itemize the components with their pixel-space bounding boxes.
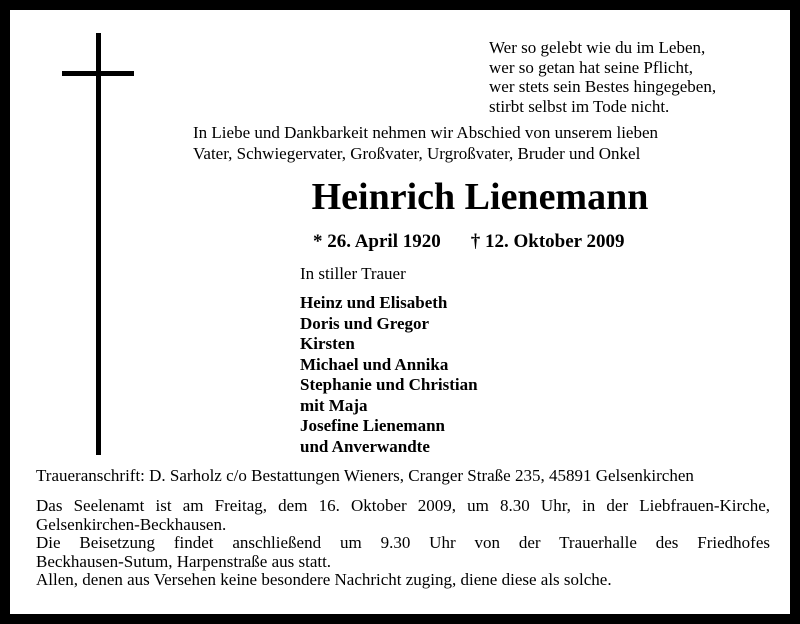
deceased-name: Heinrich Lienemann <box>311 176 649 218</box>
mourning-line: In stiller Trauer <box>300 264 406 283</box>
mourning-address: Traueranschrift: D. Sarholz c/o Bestattungen Wieners, Cranger Straße 235, 45891 Gelsenkirchen <box>36 466 694 485</box>
family-member: Doris und Gregor <box>300 313 430 333</box>
death-date: † 12. Oktober 2009 <box>470 231 625 252</box>
cross-icon <box>96 33 101 455</box>
family-member: Josefine Lienemann <box>300 416 445 435</box>
notice-line: Beckhausen-Sutum, Harpenstraße aus statt. <box>36 551 332 571</box>
intro-text <box>193 122 658 164</box>
poem-line: wer so getan hat seine Pflicht, <box>489 57 693 77</box>
notice-line: Die Beisetzung findet anschließend um 9.30 Uhr von der Trauerhalle des Friedhofes <box>36 533 770 552</box>
obituary-card <box>10 10 790 614</box>
poem-line: stirbt selbst im Tode nicht. <box>489 96 670 116</box>
birth-date: * 26. April 1920 <box>313 231 441 252</box>
family-member: Michael und Annika <box>300 354 449 374</box>
family-member: Kirsten <box>300 334 355 353</box>
intro-line: In Liebe und Dankbarkeit nehmen wir Abschied von unserem lieben <box>193 123 659 142</box>
notice-line: Das Seelenamt ist am Freitag, dem 16. Oktober 2009, um 8.30 Uhr, in der Liebfrauen-Kirche, <box>36 496 770 515</box>
family-member: mit Maja <box>300 395 368 415</box>
life-dates <box>313 230 655 254</box>
poem-line: Wer so gelebt wie du im Leben, <box>489 38 706 57</box>
notice-line: Allen, denen aus Versehen keine besondere Nachricht zuging, diene diese als solche. <box>36 570 612 589</box>
family-member: und Anverwandte <box>300 436 430 456</box>
cross-icon-bar <box>62 71 134 76</box>
family-member: Stephanie und Christian <box>300 375 478 394</box>
funeral-notice <box>36 497 770 590</box>
family-member: Heinz und Elisabeth <box>300 293 448 312</box>
notice-line: Gelsenkirchen-Beckhausen. <box>36 514 227 534</box>
poem-line: wer stets sein Bestes hingegeben, <box>489 77 717 96</box>
family-list <box>300 293 478 457</box>
poem <box>489 38 716 116</box>
intro-line: Vater, Schwiegervater, Großvater, Urgroßvater, Bruder und Onkel <box>193 144 641 163</box>
